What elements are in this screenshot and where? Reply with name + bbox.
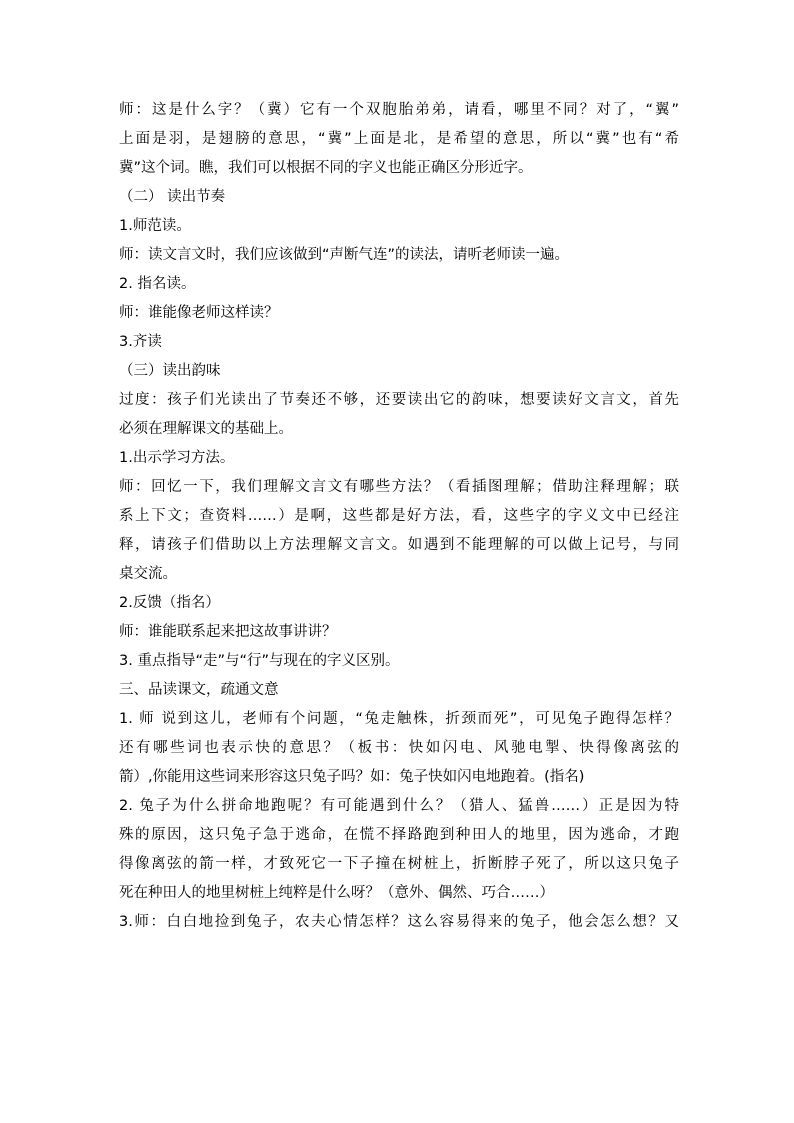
text-line: 箭）,你能用这些词来形容这只兔子吗？如：兔子快如闪电地跑着。(指名) <box>119 769 585 785</box>
text-line: 死在种田人的地里树桩上纯粹是什么呀？（意外、偶然、巧合……） <box>119 885 554 901</box>
text-line: 冀”这个词。瞧，我们可以根据不同的字义也能正确区分形近字。 <box>119 160 533 176</box>
text-line: 师：谁能像老师这样读？ <box>119 305 279 321</box>
text-line: 三、品读课文，疏通文意 <box>119 682 279 698</box>
text-line: 3.齐读 <box>119 334 162 350</box>
text-line: 师：回忆一下，我们理解文言文有哪些方法？（看插图理解；借助注释理解；联 <box>119 479 679 495</box>
text-line: 师：读文言文时，我们应该做到“声断气连”的读法，请听老师读一遍。 <box>119 247 570 263</box>
text-line: 3. 重点指导“走”与“行”与现在的字义区别。 <box>119 653 400 669</box>
text-line: 1. 师 说到这儿，老师有个问题，“兔走触株，折颈而死”，可见兔子跑得怎样？ <box>119 711 679 727</box>
text-line: 师：谁能联系起来把这故事讲讲？ <box>119 624 337 640</box>
text-line: 桌交流。 <box>119 566 177 582</box>
text-line: 1.师范读。 <box>119 218 191 234</box>
text-line: 2. 指名读。 <box>119 276 196 292</box>
text-line: 3.师：白白地捡到兔子，农夫心情怎样？这么容易得来的兔子，他会怎么想？又 <box>119 914 679 930</box>
text-line: （三）读出韵味 <box>119 363 221 379</box>
text-line: 师：这是什么字？（冀）它有一个双胞胎弟弟，请看，哪里不同？对了，“翼” <box>119 102 679 118</box>
text-line: 过度：孩子们光读出了节奏还不够，还要读出它的韵味，想要读好文言文，首先 <box>119 392 679 408</box>
text-line: 2.反馈（指名） <box>119 595 220 611</box>
text-line: 2. 兔子为什么拼命地跑呢？有可能遇到什么？（猎人、猛兽……）正是因为特 <box>119 798 679 814</box>
text-line: （二） 读出节奏 <box>119 189 226 205</box>
text-line: 1.出示学习方法。 <box>119 450 235 466</box>
text-line: 还有哪些词也表示快的意思？（板书：快如闪电、风驰电掣、快得像离弦的 <box>119 740 679 756</box>
text-line: 必须在理解课文的基础上。 <box>119 421 293 437</box>
document-body <box>119 96 679 937</box>
text-line: 殊的原因，这只兔子急于逃命，在慌不择路跑到种田人的地里，因为逃命，才跑 <box>119 827 679 843</box>
text-line: 系上下文；查资料……）是啊，这些都是好方法，看，这些字的字义文中已经注 <box>119 508 679 524</box>
text-line: 得像离弦的箭一样，才致死它一下子撞在树桩上，折断脖子死了，所以这只兔子 <box>119 856 679 872</box>
text-line: 释，请孩子们借助以上方法理解文言文。如遇到不能理解的可以做上记号，与同 <box>119 537 679 553</box>
text-line: 上面是羽，是翅膀的意思，“冀”上面是北，是希望的意思，所以“冀”也有“希 <box>119 131 679 147</box>
